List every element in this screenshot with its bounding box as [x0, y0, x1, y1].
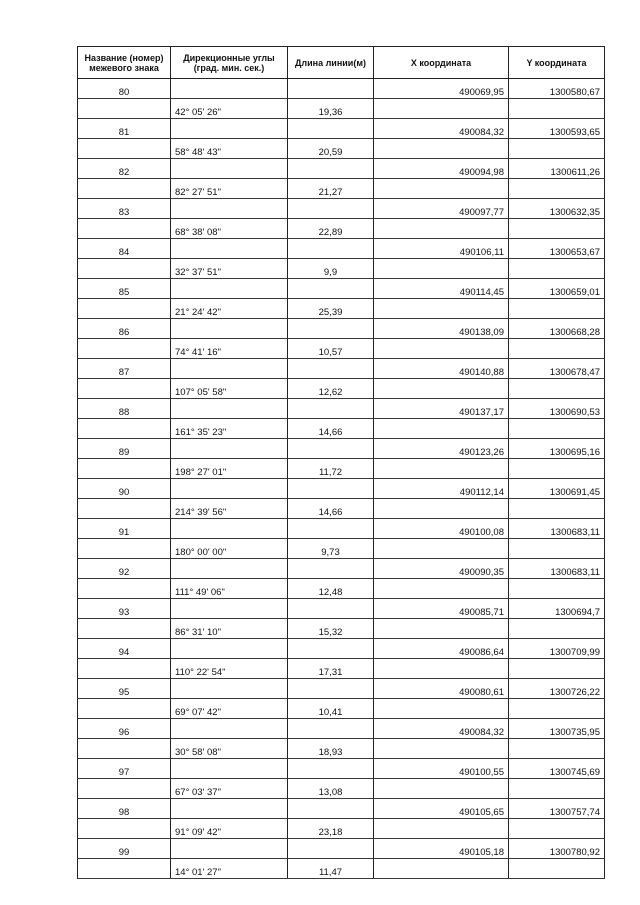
y-coordinate-cell: 1300580,67	[509, 79, 605, 99]
direction-angle-cell: 198° 27' 01"	[171, 459, 288, 479]
y-coordinate-cell: 1300653,67	[509, 239, 605, 259]
empty-cell	[78, 219, 171, 239]
empty-cell	[171, 359, 288, 379]
x-coordinate-cell: 490080,61	[374, 679, 509, 699]
line-length-cell: 14,66	[288, 419, 374, 439]
direction-angle-cell: 91° 09' 42"	[171, 819, 288, 839]
line-length-cell: 15,32	[288, 619, 374, 639]
empty-cell	[374, 579, 509, 599]
line-row	[78, 379, 605, 399]
header-point-name: Название (номер) межевого знака	[78, 47, 171, 79]
point-name-cell: 99	[78, 839, 171, 859]
y-coordinate-cell: 1300757,74	[509, 799, 605, 819]
point-name-cell: 90	[78, 479, 171, 499]
empty-cell	[374, 179, 509, 199]
empty-cell	[374, 99, 509, 119]
direction-angle-cell: 30° 58' 08"	[171, 739, 288, 759]
empty-cell	[288, 639, 374, 659]
empty-cell	[171, 319, 288, 339]
empty-cell	[288, 159, 374, 179]
point-row	[78, 639, 605, 659]
y-coordinate-cell: 1300691,45	[509, 479, 605, 499]
line-row	[78, 659, 605, 679]
empty-cell	[171, 559, 288, 579]
empty-cell	[288, 399, 374, 419]
empty-cell	[374, 379, 509, 399]
empty-cell	[171, 639, 288, 659]
empty-cell	[509, 819, 605, 839]
y-coordinate-cell: 1300668,28	[509, 319, 605, 339]
direction-angle-cell: 110° 22' 54"	[171, 659, 288, 679]
empty-cell	[171, 759, 288, 779]
point-name-cell: 83	[78, 199, 171, 219]
line-row	[78, 619, 605, 639]
empty-cell	[374, 259, 509, 279]
empty-cell	[374, 739, 509, 759]
empty-cell	[78, 379, 171, 399]
empty-cell	[509, 219, 605, 239]
direction-angle-cell: 82° 27' 51"	[171, 179, 288, 199]
empty-cell	[171, 119, 288, 139]
line-length-cell: 19,36	[288, 99, 374, 119]
line-length-cell: 20,59	[288, 139, 374, 159]
point-row	[78, 479, 605, 499]
header-x-coordinate: X координата	[374, 47, 509, 79]
direction-angle-cell: 161° 35' 23"	[171, 419, 288, 439]
empty-cell	[288, 799, 374, 819]
direction-angle-cell: 111° 49' 06"	[171, 579, 288, 599]
point-name-cell: 88	[78, 399, 171, 419]
point-row	[78, 79, 605, 99]
y-coordinate-cell: 1300611,26	[509, 159, 605, 179]
empty-cell	[171, 439, 288, 459]
point-row	[78, 599, 605, 619]
line-row	[78, 739, 605, 759]
x-coordinate-cell: 490138,09	[374, 319, 509, 339]
point-row	[78, 239, 605, 259]
empty-cell	[374, 339, 509, 359]
empty-cell	[171, 199, 288, 219]
x-coordinate-cell: 490140,88	[374, 359, 509, 379]
line-row	[78, 859, 605, 879]
point-name-cell: 92	[78, 559, 171, 579]
empty-cell	[78, 179, 171, 199]
empty-cell	[78, 539, 171, 559]
empty-cell	[374, 779, 509, 799]
line-length-cell: 10,41	[288, 699, 374, 719]
point-name-cell: 97	[78, 759, 171, 779]
empty-cell	[288, 359, 374, 379]
line-length-cell: 13,08	[288, 779, 374, 799]
table-body	[78, 79, 605, 879]
empty-cell	[78, 819, 171, 839]
x-coordinate-cell: 490094,98	[374, 159, 509, 179]
point-row	[78, 119, 605, 139]
empty-cell	[509, 579, 605, 599]
point-row	[78, 359, 605, 379]
empty-cell	[288, 119, 374, 139]
empty-cell	[78, 779, 171, 799]
line-row	[78, 779, 605, 799]
empty-cell	[171, 399, 288, 419]
line-length-cell: 17,31	[288, 659, 374, 679]
x-coordinate-cell: 490069,95	[374, 79, 509, 99]
empty-cell	[509, 139, 605, 159]
empty-cell	[509, 859, 605, 879]
y-coordinate-cell: 1300726,22	[509, 679, 605, 699]
x-coordinate-cell: 490123,26	[374, 439, 509, 459]
empty-cell	[288, 839, 374, 859]
x-coordinate-cell: 490105,18	[374, 839, 509, 859]
empty-cell	[171, 839, 288, 859]
line-row	[78, 179, 605, 199]
point-row	[78, 439, 605, 459]
empty-cell	[78, 139, 171, 159]
y-coordinate-cell: 1300694,7	[509, 599, 605, 619]
header-line-length: Длина линии(м)	[288, 47, 374, 79]
empty-cell	[509, 299, 605, 319]
empty-cell	[171, 239, 288, 259]
line-row	[78, 459, 605, 479]
empty-cell	[288, 519, 374, 539]
point-name-cell: 80	[78, 79, 171, 99]
empty-cell	[78, 419, 171, 439]
point-row	[78, 199, 605, 219]
empty-cell	[374, 619, 509, 639]
direction-angle-cell: 68° 38' 08"	[171, 219, 288, 239]
point-name-cell: 95	[78, 679, 171, 699]
empty-cell	[374, 819, 509, 839]
point-row	[78, 839, 605, 859]
line-length-cell: 21,27	[288, 179, 374, 199]
point-row	[78, 279, 605, 299]
direction-angle-cell: 67° 03' 37"	[171, 779, 288, 799]
empty-cell	[171, 279, 288, 299]
empty-cell	[171, 719, 288, 739]
direction-angle-cell: 86° 31' 10"	[171, 619, 288, 639]
header-direction-angle: Дирекционные углы (град. мин. сек.)	[171, 47, 288, 79]
line-length-cell: 9,9	[288, 259, 374, 279]
empty-cell	[288, 479, 374, 499]
x-coordinate-cell: 490112,14	[374, 479, 509, 499]
line-length-cell: 9,73	[288, 539, 374, 559]
line-length-cell: 10,57	[288, 339, 374, 359]
empty-cell	[509, 259, 605, 279]
line-row	[78, 339, 605, 359]
empty-cell	[78, 659, 171, 679]
line-length-cell: 11,72	[288, 459, 374, 479]
empty-cell	[78, 579, 171, 599]
empty-cell	[374, 699, 509, 719]
empty-cell	[374, 499, 509, 519]
empty-cell	[171, 79, 288, 99]
point-name-cell: 86	[78, 319, 171, 339]
y-coordinate-cell: 1300690,53	[509, 399, 605, 419]
point-row	[78, 719, 605, 739]
line-row	[78, 539, 605, 559]
x-coordinate-cell: 490084,32	[374, 119, 509, 139]
point-row	[78, 319, 605, 339]
y-coordinate-cell: 1300593,65	[509, 119, 605, 139]
empty-cell	[509, 419, 605, 439]
point-name-cell: 84	[78, 239, 171, 259]
x-coordinate-cell: 490137,17	[374, 399, 509, 419]
empty-cell	[288, 239, 374, 259]
empty-cell	[171, 599, 288, 619]
line-row	[78, 419, 605, 439]
empty-cell	[509, 99, 605, 119]
empty-cell	[171, 159, 288, 179]
empty-cell	[78, 259, 171, 279]
empty-cell	[78, 499, 171, 519]
line-length-cell: 22,89	[288, 219, 374, 239]
x-coordinate-cell: 490084,32	[374, 719, 509, 739]
empty-cell	[374, 859, 509, 879]
empty-cell	[78, 99, 171, 119]
x-coordinate-cell: 490097,77	[374, 199, 509, 219]
direction-angle-cell: 214° 39' 56"	[171, 499, 288, 519]
point-row	[78, 799, 605, 819]
empty-cell	[288, 719, 374, 739]
empty-cell	[78, 299, 171, 319]
line-row	[78, 259, 605, 279]
point-name-cell: 91	[78, 519, 171, 539]
point-name-cell: 81	[78, 119, 171, 139]
empty-cell	[78, 619, 171, 639]
line-length-cell: 14,66	[288, 499, 374, 519]
empty-cell	[171, 799, 288, 819]
x-coordinate-cell: 490086,64	[374, 639, 509, 659]
x-coordinate-cell: 490105,65	[374, 799, 509, 819]
point-name-cell: 94	[78, 639, 171, 659]
empty-cell	[374, 139, 509, 159]
empty-cell	[288, 759, 374, 779]
x-coordinate-cell: 490100,55	[374, 759, 509, 779]
line-length-cell: 12,48	[288, 579, 374, 599]
empty-cell	[509, 459, 605, 479]
point-row	[78, 399, 605, 419]
empty-cell	[509, 339, 605, 359]
x-coordinate-cell: 490090,35	[374, 559, 509, 579]
empty-cell	[374, 219, 509, 239]
line-row	[78, 99, 605, 119]
y-coordinate-cell: 1300678,47	[509, 359, 605, 379]
y-coordinate-cell: 1300695,16	[509, 439, 605, 459]
y-coordinate-cell: 1300709,99	[509, 639, 605, 659]
empty-cell	[78, 459, 171, 479]
direction-angle-cell: 42° 05' 26"	[171, 99, 288, 119]
point-name-cell: 82	[78, 159, 171, 179]
y-coordinate-cell: 1300659,01	[509, 279, 605, 299]
direction-angle-cell: 180° 00' 00"	[171, 539, 288, 559]
line-row	[78, 699, 605, 719]
header-row	[78, 47, 605, 79]
empty-cell	[78, 739, 171, 759]
table-header	[78, 47, 605, 79]
empty-cell	[78, 699, 171, 719]
line-length-cell: 12,62	[288, 379, 374, 399]
line-length-cell: 18,93	[288, 739, 374, 759]
empty-cell	[78, 339, 171, 359]
empty-cell	[171, 679, 288, 699]
point-row	[78, 559, 605, 579]
empty-cell	[288, 279, 374, 299]
x-coordinate-cell: 490106,11	[374, 239, 509, 259]
empty-cell	[171, 479, 288, 499]
empty-cell	[288, 559, 374, 579]
point-name-cell: 93	[78, 599, 171, 619]
empty-cell	[509, 379, 605, 399]
y-coordinate-cell: 1300632,35	[509, 199, 605, 219]
empty-cell	[374, 299, 509, 319]
empty-cell	[288, 679, 374, 699]
empty-cell	[509, 659, 605, 679]
x-coordinate-cell: 490100,08	[374, 519, 509, 539]
empty-cell	[509, 699, 605, 719]
line-row	[78, 819, 605, 839]
y-coordinate-cell: 1300780,92	[509, 839, 605, 859]
direction-angle-cell: 58° 48' 43"	[171, 139, 288, 159]
empty-cell	[374, 419, 509, 439]
direction-angle-cell: 32° 37' 51"	[171, 259, 288, 279]
empty-cell	[509, 739, 605, 759]
point-name-cell: 98	[78, 799, 171, 819]
y-coordinate-cell: 1300683,11	[509, 559, 605, 579]
direction-angle-cell: 21° 24' 42"	[171, 299, 288, 319]
x-coordinate-cell: 490085,71	[374, 599, 509, 619]
empty-cell	[288, 199, 374, 219]
line-length-cell: 25,39	[288, 299, 374, 319]
direction-angle-cell: 74° 41' 16"	[171, 339, 288, 359]
point-name-cell: 89	[78, 439, 171, 459]
empty-cell	[374, 659, 509, 679]
empty-cell	[288, 79, 374, 99]
point-name-cell: 85	[78, 279, 171, 299]
empty-cell	[509, 779, 605, 799]
boundary-coordinates-table	[77, 46, 605, 879]
line-row	[78, 139, 605, 159]
point-row	[78, 519, 605, 539]
empty-cell	[509, 179, 605, 199]
line-row	[78, 299, 605, 319]
empty-cell	[374, 459, 509, 479]
line-row	[78, 219, 605, 239]
point-row	[78, 759, 605, 779]
direction-angle-cell: 14° 01' 27"	[171, 859, 288, 879]
line-length-cell: 11,47	[288, 859, 374, 879]
x-coordinate-cell: 490114,45	[374, 279, 509, 299]
empty-cell	[288, 319, 374, 339]
direction-angle-cell: 107° 05' 58"	[171, 379, 288, 399]
empty-cell	[78, 859, 171, 879]
y-coordinate-cell: 1300683,11	[509, 519, 605, 539]
empty-cell	[288, 599, 374, 619]
line-row	[78, 579, 605, 599]
point-row	[78, 679, 605, 699]
empty-cell	[374, 539, 509, 559]
point-name-cell: 87	[78, 359, 171, 379]
empty-cell	[509, 499, 605, 519]
point-row	[78, 159, 605, 179]
direction-angle-cell: 69° 07' 42"	[171, 699, 288, 719]
point-name-cell: 96	[78, 719, 171, 739]
y-coordinate-cell: 1300735,95	[509, 719, 605, 739]
empty-cell	[509, 619, 605, 639]
header-y-coordinate: Y координата	[509, 47, 605, 79]
empty-cell	[171, 519, 288, 539]
line-length-cell: 23,18	[288, 819, 374, 839]
y-coordinate-cell: 1300745,69	[509, 759, 605, 779]
empty-cell	[288, 439, 374, 459]
empty-cell	[509, 539, 605, 559]
line-row	[78, 499, 605, 519]
